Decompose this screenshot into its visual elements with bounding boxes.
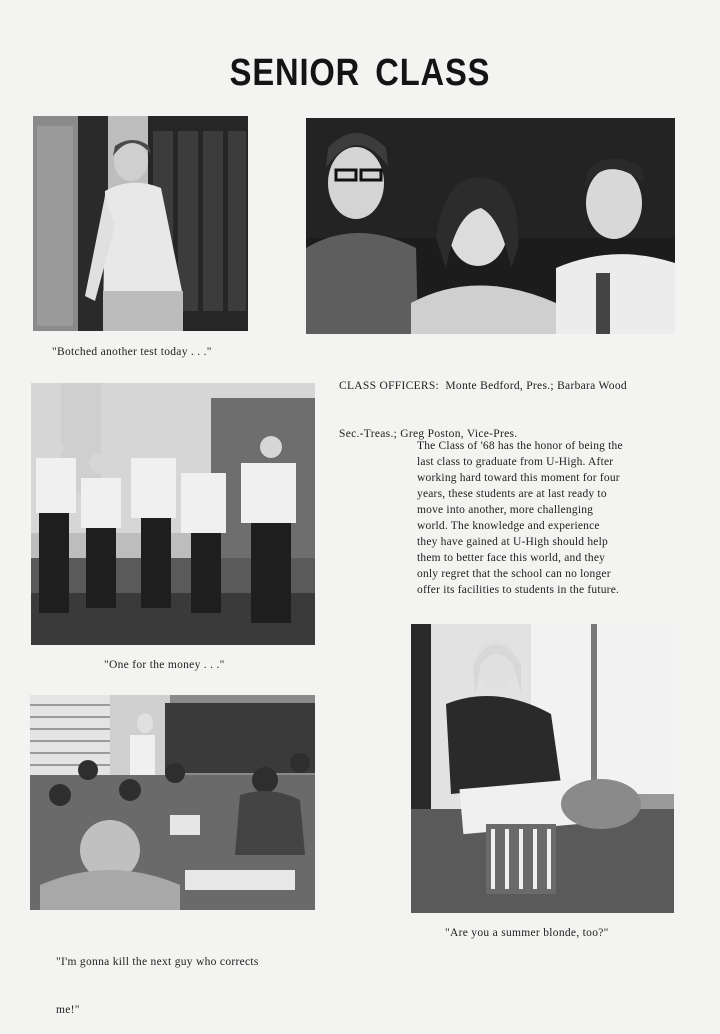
description-line: working hard toward this moment for four: [417, 472, 620, 484]
caption-classroom-line-1: "I'm gonna kill the next guy who corrects: [56, 956, 259, 968]
description-line: The Class of '68 has the honor of being the: [417, 440, 623, 452]
description-line: move into another, more challenging: [417, 504, 594, 516]
caption-blonde: "Are you a summer blonde, too?": [445, 927, 609, 939]
description-line: last class to graduate from U-High. After: [417, 456, 614, 468]
class-description: [417, 438, 657, 598]
caption-money: "One for the money . . .": [104, 659, 225, 671]
description-line: they have gained at U-High should help: [417, 536, 608, 548]
caption-officers-line-2: Sec.-Treas.; Greg Poston, Vice-Pres.: [339, 428, 518, 440]
page-title: SENIOR CLASS: [229, 52, 491, 94]
description-line: only regret that the school can no longer: [417, 568, 611, 580]
description-line: world. The knowledge and experience: [417, 520, 600, 532]
photo-locker: [33, 116, 248, 331]
caption-locker: "Botched another test today . . .": [52, 346, 212, 358]
description-line: years, these students are at last ready to: [417, 488, 607, 500]
photo-classroom: [30, 695, 315, 910]
photo-money: [31, 383, 315, 645]
caption-classroom-line-2: me!": [56, 1004, 80, 1016]
description-line: them to better face this world, and they: [417, 552, 606, 564]
description-line: offer its facilities to students in the future.: [417, 584, 620, 596]
photo-blonde: [411, 624, 674, 913]
caption-officers-line-1: CLASS OFFICERS: Monte Bedford, Pres.; Barbara Wood: [339, 380, 627, 392]
caption-classroom: [56, 922, 259, 1034]
photo-officers: [306, 118, 675, 334]
